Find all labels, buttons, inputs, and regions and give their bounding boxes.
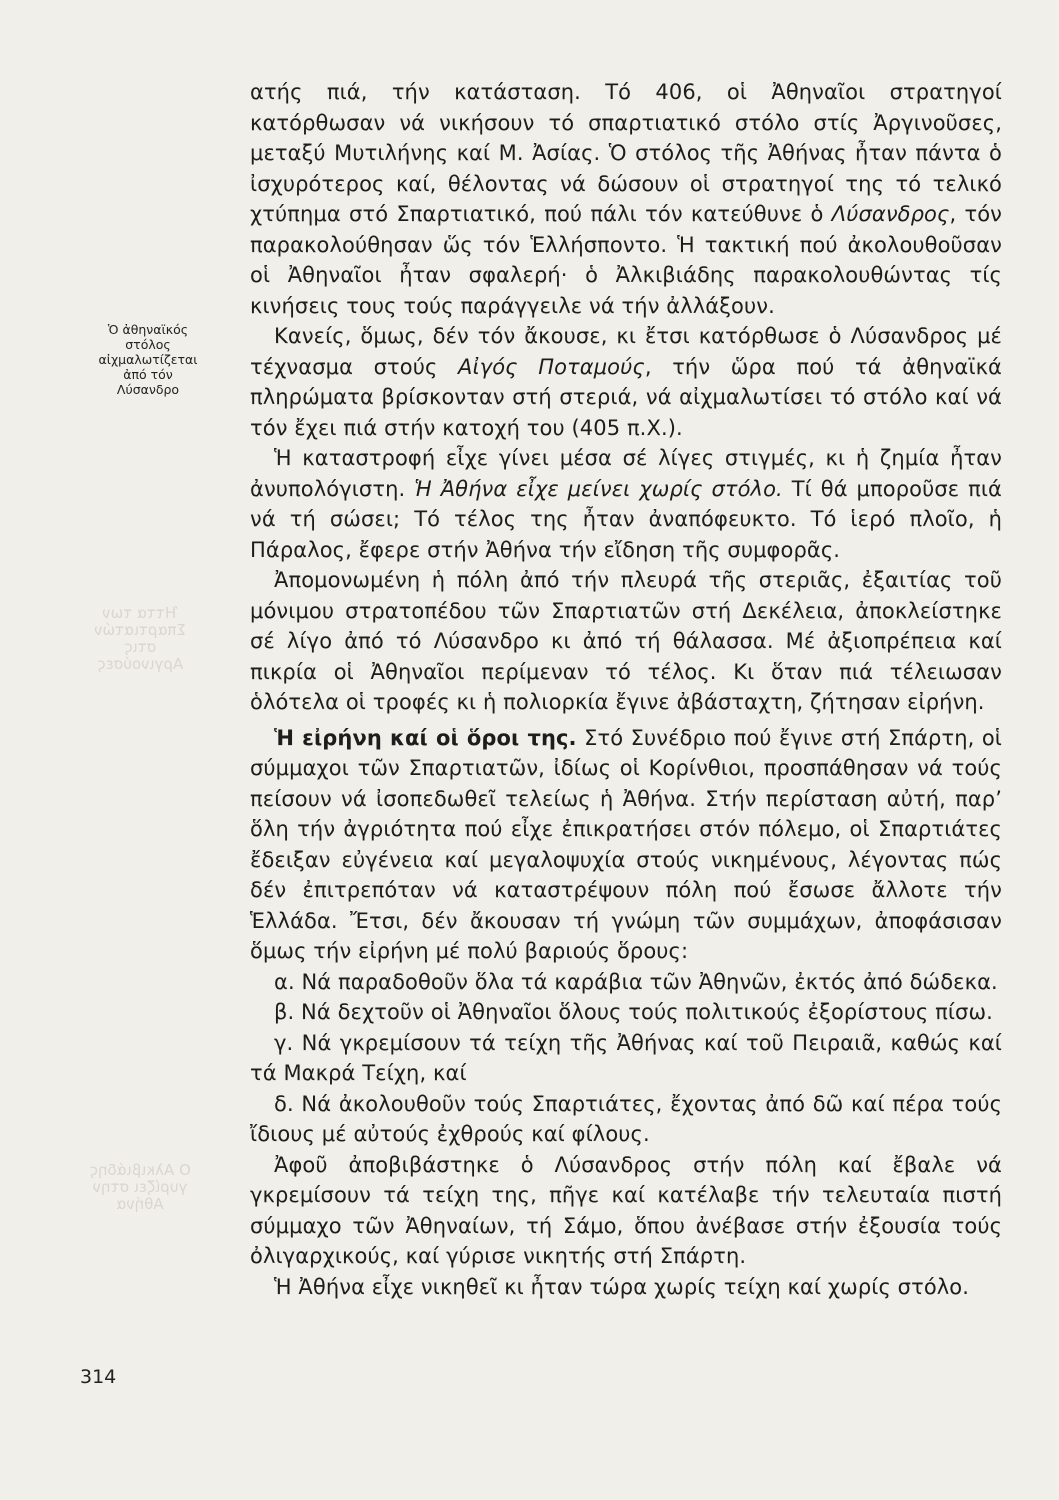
- text-run: Τί θά μποροῦσε πιά νά τή σώσει; Τό τέλος της ἦταν ἀναπόφευκτο. Τό ἱερό πλοῖο, ἡ Πάραλος, ἔφερε στήν Ἀθήνα τήν εἴδηση τῆς συμφορᾶς.: [250, 476, 1002, 562]
- paragraph: Ἀπομονωμένη ἡ πόλη ἀπό τήν πλευρά τῆς στεριᾶς, ἐξαιτίας τοῦ μόνιμου στρατοπέδου τῶν Σπαρτιατῶν στή Δεκέλεια, ἀποκλείστηκε σέ λίγο ἀπό τό Λύσανδρο κι ἀπό τή θάλασσα. Μέ ἀξιοπρέπεια καί πικρία οἱ Ἀθηναῖοι περίμεναν τό τέλος. Κι ὅταν πιά τέλειωσαν ὁλότελα οἱ τροφές κι ἡ πολιορκία ἔγινε ἀβάσταχτη, ζήτησαν εἰρήνη.: [250, 568, 1002, 714]
- text-run: , τόν παρακολούθησαν ὥς τόν Ἑλλήσποντο. Ἡ τακτική πού ἀκολουθοῦσαν οἱ Ἀθηναῖοι ἦταν σφαλερή· ὁ Ἀλκιβιάδης παρακολουθώντας τίς κινήσεις τους τούς παράγγειλε νά τήν ἀλλάξουν.: [250, 202, 1003, 318]
- list-item: γ. Νά γκρεμίσουν τά τείχη τῆς Ἀθήνας καί τοῦ Πειραιᾶ, καθώς καί τά Μακρά Τείχη, καί: [250, 1030, 1002, 1085]
- margin-note-line: Λύσανδρο: [116, 382, 180, 397]
- margin-note-line: Ὁ ἀθηναϊκός: [107, 322, 189, 337]
- list-item: β. Νά δεχτοῦν οἱ Ἀθηναῖοι ὅλους τούς πολιτικούς ἐξορίστους πίσω.: [274, 1000, 993, 1024]
- italic-text: Αἰγός Ποταμούς: [458, 354, 645, 379]
- bleed-through-text: Ο Αλκιβιάδης γυρίζει στην Αθήνα: [89, 1161, 191, 1213]
- page-number: 314: [80, 1366, 117, 1388]
- main-text: [250, 77, 1002, 1302]
- paragraph: [250, 321, 1002, 443]
- list-item: δ. Νά ἀκολουθοῦν τούς Σπαρτιάτες, ἔχοντας ἀπό δῶ καί πέρα τούς ἴδιους μέ αὐτούς ἐχθρούς καί φίλους.: [250, 1091, 1002, 1146]
- margin-note-line: ἀπό τόν: [123, 367, 173, 382]
- paragraph: [250, 77, 1002, 321]
- bleed-through-text: Ήττα των Σπαρτιατών στις Αργινούσες: [94, 604, 186, 673]
- text-run: Κανείς, ὅμως, δέν τόν ἄκουσε, κι ἔτσι κατόρθωσε ὁ Λύσανδρος μέ τέχνασμα στούς: [250, 324, 1002, 379]
- paragraph: [250, 723, 1002, 967]
- text-run: Ἡ καταστροφή εἶχε γίνει μέσα σέ λίγες στιγμές, κι ἡ ζημία ἦταν ἀνυπολόγιστη.: [250, 446, 1002, 501]
- section-heading: Ἡ εἰρήνη καί οἱ ὅροι της.: [274, 725, 577, 750]
- text-run: ατής πιά, τήν κατάσταση. Τό 406, οἱ Ἀθηναῖοι στρατηγοί κατόρθωσαν νά νικήσουν τό σπαρτιατικό στόλο στίς Ἀργινοῦσες, μεταξύ Μυτιλήνης καί Μ. Ἀσίας. Ὁ στόλος τῆς Ἀθήνας ἦταν πάντα ὁ ἰσχυρότερος καί, θέλοντας νά δώσουν οἱ στρατηγοί της τό τελικό χτύπημα στό Σπαρτιατικό, πού πάλι τόν κατεύθυνε ὁ: [250, 80, 1002, 226]
- paragraph: Ἡ Ἀθήνα εἶχε νικηθεῖ κι ἦταν τώρα χωρίς τείχη καί χωρίς στόλο.: [274, 1274, 970, 1299]
- italic-text: Ἡ Ἀθήνα εἶχε μείνει χωρίς στόλο.: [414, 476, 783, 501]
- italic-text: Λύσανδρος: [831, 202, 950, 226]
- text-run: , τήν ὥρα πού τά ἀθηναϊκά πληρώματα βρίσκονταν στή στεριά, νά αἰχμαλωτίσει τό στόλο καί νά τόν ἔχει πιά στήν κατοχή του (405 π.Χ.).: [250, 354, 1002, 440]
- list-item: α. Νά παραδοθοῦν ὅλα τά καράβια τῶν Ἀθηνῶν, ἐκτός ἀπό δώδεκα.: [274, 969, 998, 994]
- margin-note-line: αἰχμαλωτίζεται: [98, 352, 198, 367]
- paragraph: Ἀφοῦ ἀποβιβάστηκε ὁ Λύσανδρος στήν πόλη καί ἔβαλε νά γκρεμίσουν τά τείχη της, πῆγε καί κατέλαβε τήν τελευταία πιστή σύμμαχο τῶν Ἀθηναίων, τή Σάμο, ὅπου ἀνέβασε στήν ἐξουσία τούς ὀλιγαρχικούς, καί γύρισε νικητής στή Σπάρτη.: [250, 1152, 1002, 1268]
- margin-note-line: στόλος: [125, 337, 171, 352]
- text-run: Στό Συνέδριο πού ἔγινε στή Σπάρτη, οἱ σύμμαχοι τῶν Σπαρτιατῶν, ἰδίως οἱ Κορίνθιοι, προσπάθησαν νά τούς πείσουν νά ἰσοπεδωθεῖ τελείως ἡ Ἀθήνα. Στήν περίσταση αὐτή, παρ’ ὅλη τήν ἀγριότητα πού εἶχε ἐπικρατήσει στόν πόλεμο, οἱ Σπαρτιάτες ἔδειξαν εὐγένεια καί μεγαλοψυχία στούς νικημένους, λέγοντας πώς δέν ἐπιτρεπόταν νά καταστρέψουν πόλη πού ἔσωσε ἄλλοτε τήν Ἑλλάδα. Ἔτσι, δέν ἄκουσαν τή γνώμη τῶν συμμάχων, ἀποφάσισαν ὅμως τήν εἰρήνη μέ πολύ βαριούς ὅρους:: [250, 725, 1003, 963]
- paragraph: [250, 443, 1002, 565]
- margin-note: [88, 322, 208, 397]
